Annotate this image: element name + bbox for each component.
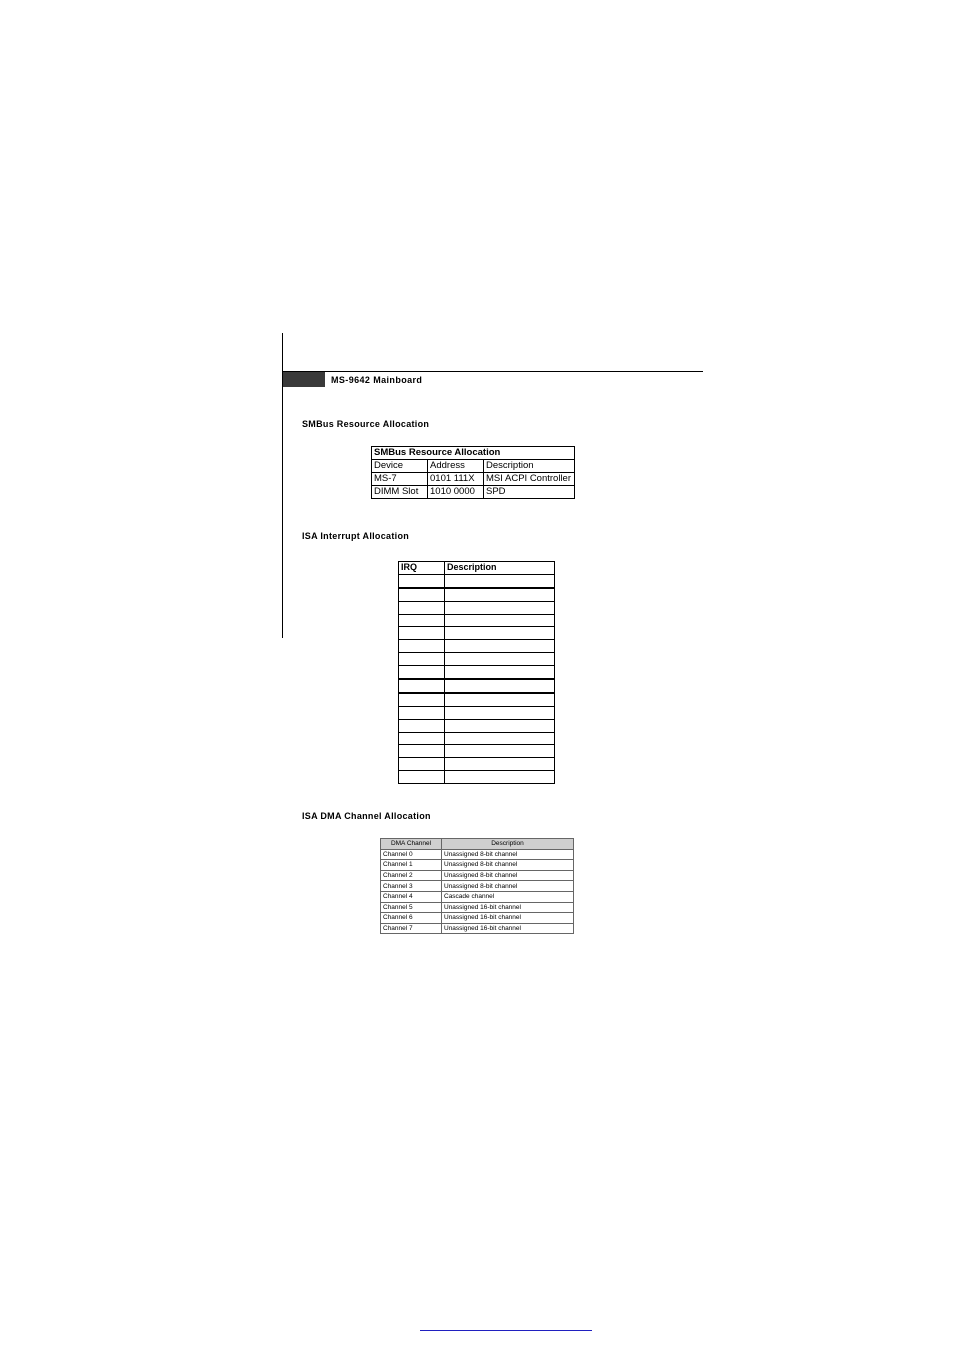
header-block bbox=[283, 372, 325, 387]
table-header-row bbox=[399, 562, 555, 575]
table-cell bbox=[399, 588, 445, 601]
table-cell bbox=[445, 614, 555, 627]
table-cell bbox=[445, 627, 555, 640]
table-cell bbox=[399, 679, 445, 693]
page-header-title: MS-9642 Mainboard bbox=[331, 375, 423, 385]
table-row bbox=[399, 732, 555, 745]
table-row bbox=[381, 849, 574, 860]
table-cell bbox=[445, 758, 555, 771]
table-row bbox=[399, 771, 555, 784]
table-cell bbox=[445, 706, 555, 719]
table-cell: DIMM Slot bbox=[372, 486, 428, 499]
table-cell: Channel 1 bbox=[381, 860, 442, 871]
table-cell: MS-7 bbox=[372, 473, 428, 486]
table-row bbox=[399, 653, 555, 666]
table-cell bbox=[399, 719, 445, 732]
table-cell bbox=[445, 601, 555, 614]
table-row bbox=[372, 473, 575, 486]
table-row bbox=[372, 486, 575, 499]
column-header-irq: IRQ bbox=[399, 562, 445, 575]
column-header-description: Description bbox=[484, 460, 575, 473]
table-cell bbox=[445, 666, 555, 679]
column-header-address: Address bbox=[428, 460, 484, 473]
table-cell: Channel 2 bbox=[381, 870, 442, 881]
table-cell: 0101 111X bbox=[428, 473, 484, 486]
table-cell: Unassigned 8-bit channel bbox=[442, 860, 574, 871]
table-cell: Unassigned 8-bit channel bbox=[442, 870, 574, 881]
table-row bbox=[399, 693, 555, 706]
table-cell bbox=[445, 732, 555, 745]
table-row bbox=[399, 758, 555, 771]
column-header-description: Description bbox=[445, 562, 555, 575]
table-cell bbox=[445, 588, 555, 601]
table-cell: Unassigned 16-bit channel bbox=[442, 913, 574, 924]
column-header-description: Description bbox=[442, 839, 574, 850]
table-cell: SPD bbox=[484, 486, 575, 499]
table-caption-row bbox=[372, 447, 575, 460]
table-cell bbox=[445, 640, 555, 653]
table-row bbox=[399, 588, 555, 601]
table-row bbox=[399, 706, 555, 719]
table-cell bbox=[399, 758, 445, 771]
column-header-device: Device bbox=[372, 460, 428, 473]
table-cell bbox=[399, 601, 445, 614]
table-cell bbox=[445, 693, 555, 706]
table-cell: Unassigned 16-bit channel bbox=[442, 902, 574, 913]
table-row bbox=[399, 574, 555, 587]
dma-section-title: ISA DMA Channel Allocation bbox=[302, 811, 431, 821]
table-cell bbox=[445, 574, 555, 587]
table-cell bbox=[399, 653, 445, 666]
table-cell bbox=[399, 693, 445, 706]
table-cell: Channel 4 bbox=[381, 891, 442, 902]
smbus-table bbox=[371, 446, 575, 499]
table-cell: MSI ACPI Controller bbox=[484, 473, 575, 486]
column-header-dma-channel: DMA Channel bbox=[381, 839, 442, 850]
table-row bbox=[381, 860, 574, 871]
table-cell: Channel 5 bbox=[381, 902, 442, 913]
table-cell: Channel 7 bbox=[381, 923, 442, 934]
table-cell bbox=[399, 666, 445, 679]
table-cell bbox=[399, 732, 445, 745]
table-cell: Unassigned 8-bit channel bbox=[442, 881, 574, 892]
table-row bbox=[381, 891, 574, 902]
table-row bbox=[381, 902, 574, 913]
table-cell bbox=[399, 614, 445, 627]
dma-table bbox=[380, 838, 574, 934]
table-cell: Unassigned 8-bit channel bbox=[442, 849, 574, 860]
table-cell: 1010 0000 bbox=[428, 486, 484, 499]
table-row bbox=[399, 640, 555, 653]
table-cell bbox=[445, 679, 555, 693]
table-header-row bbox=[372, 460, 575, 473]
table-row bbox=[399, 679, 555, 693]
table-cell: Channel 0 bbox=[381, 849, 442, 860]
table-cell bbox=[399, 574, 445, 587]
table-cell bbox=[445, 771, 555, 784]
table-row bbox=[399, 666, 555, 679]
table-cell bbox=[399, 745, 445, 758]
table-cell bbox=[445, 745, 555, 758]
table-cell bbox=[445, 719, 555, 732]
table-row bbox=[399, 719, 555, 732]
irq-section-title: ISA Interrupt Allocation bbox=[302, 531, 410, 541]
table-cell: Channel 3 bbox=[381, 881, 442, 892]
table-cell bbox=[399, 771, 445, 784]
table-row bbox=[381, 913, 574, 924]
table-row bbox=[399, 745, 555, 758]
table-row bbox=[399, 614, 555, 627]
smbus-table-caption: SMBus Resource Allocation bbox=[372, 447, 575, 460]
table-header-row bbox=[381, 839, 574, 850]
table-cell: Cascade channel bbox=[442, 891, 574, 902]
table-row bbox=[381, 870, 574, 881]
smbus-section-title: SMBus Resource Allocation bbox=[302, 419, 430, 429]
table-cell bbox=[399, 706, 445, 719]
table-cell bbox=[399, 627, 445, 640]
table-row bbox=[399, 601, 555, 614]
table-row bbox=[399, 627, 555, 640]
header-rule bbox=[282, 371, 703, 372]
table-row bbox=[381, 881, 574, 892]
table-cell bbox=[399, 640, 445, 653]
table-cell: Unassigned 16-bit channel bbox=[442, 923, 574, 934]
footer-link-underline[interactable] bbox=[420, 1330, 592, 1331]
table-cell: Channel 6 bbox=[381, 913, 442, 924]
irq-table bbox=[398, 561, 555, 784]
table-cell bbox=[445, 653, 555, 666]
table-row bbox=[381, 923, 574, 934]
